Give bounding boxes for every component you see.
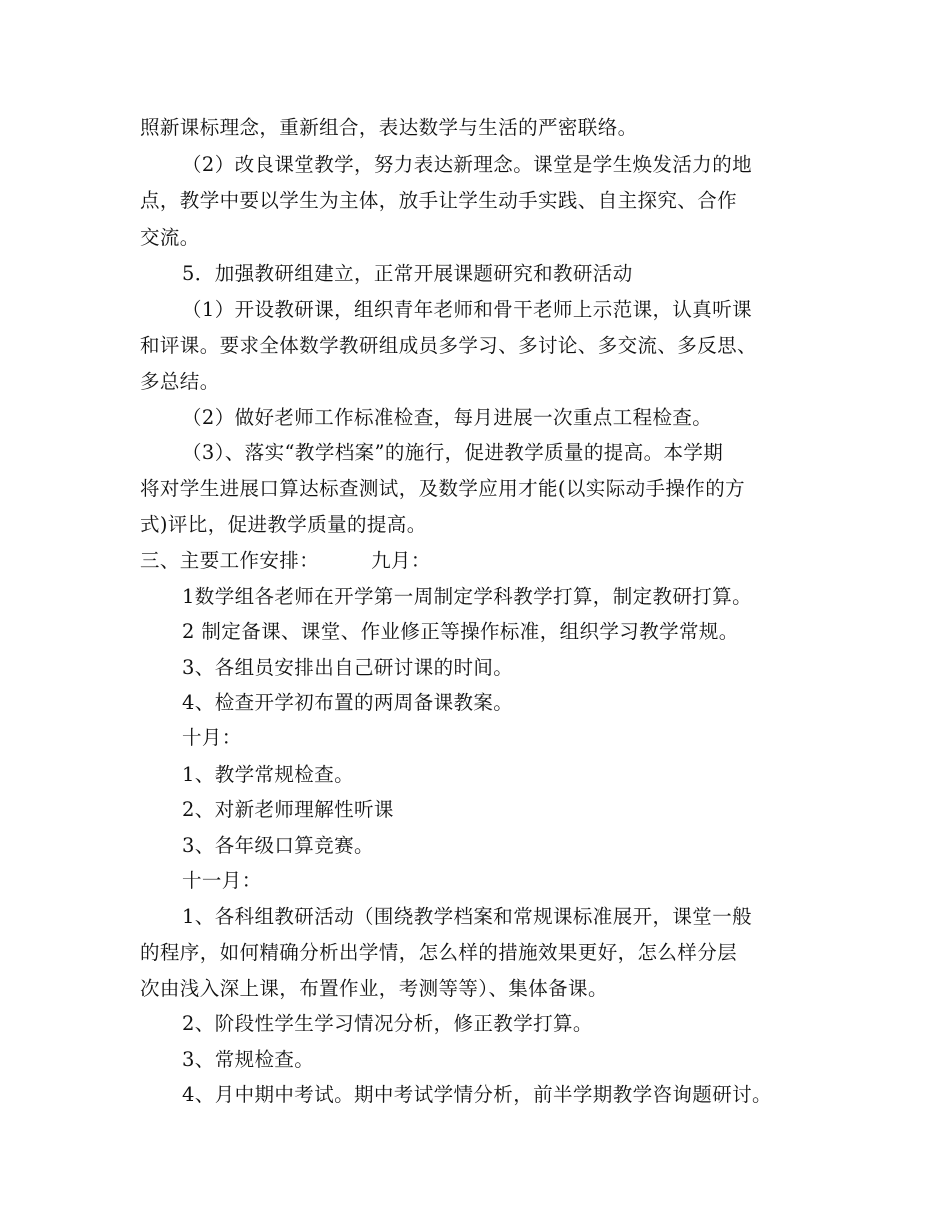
text-line: （1）开设教研课，组织青年老师和骨干老师上示范课，认真听课 [182, 298, 753, 321]
month-label-october: 十月： [182, 726, 242, 749]
list-item: 4、月中期中考试。期中考试学情分析，前半学期教学咨询题研讨。 [182, 1083, 772, 1106]
list-item: 1、教学常规检查。 [182, 763, 355, 786]
text-line: 多总结。 [140, 370, 220, 393]
text-line: 点，教学中要以学生为主体，放手让学生动手实践、自主探究、合作 [140, 189, 738, 212]
section-heading [140, 549, 431, 573]
section-heading-label: 三、主要工作安排： [140, 549, 320, 572]
list-item: 2、对新老师理解性听课 [182, 798, 394, 821]
list-item: 1、各科组教研活动（围绕教学档案和常规课标准展开，课堂一般 [182, 905, 753, 928]
list-item: 4、检查开学初布置的两周备课教案。 [182, 691, 514, 714]
text-line: 照新课标理念，重新组合，表达数学与生活的严密联络。 [140, 116, 638, 139]
list-item: 1数学组各老师在开学第一周制定学科教学打算，制定教研打算。 [182, 585, 753, 608]
text-line: （2）做好老师工作标准检查，每月进展一次重点工程检查。 [182, 406, 713, 429]
text-line: 次由浅入深上课，布置作业，考测等等）、集体备课。 [140, 977, 608, 1000]
text-line: 交流。 [140, 226, 200, 249]
list-item: 2 制定备课、课堂、作业修正等操作标准，组织学习教学常规。 [182, 620, 739, 643]
month-label-november: 十一月： [182, 869, 262, 892]
text-line: （2）改良课堂教学，努力表达新理念。课堂是学生焕发活力的地 [182, 153, 753, 176]
list-item: 3、各年级口算竞赛。 [182, 834, 374, 857]
text-line: 的程序，如何精确分析出学情，怎么样的措施效果更好，怎么样分层 [140, 941, 738, 964]
text-line: （3）、落实“教学档案”的施行，促进教学质量的提高。本学期 [182, 441, 724, 464]
list-item: 3、各组员安排出自己研讨课的时间。 [182, 656, 514, 679]
text-line: 式)评比，促进教学质量的提高。 [140, 513, 427, 536]
month-label-september: 九月： [371, 549, 431, 572]
text-line: 和评课。要求全体数学教研组成员多学习、多讨论、多交流、多反思、 [140, 334, 757, 357]
section-heading: 5．加强教研组建立，正常开展课题研究和教研活动 [182, 262, 633, 285]
list-item: 3、常规检查。 [182, 1048, 315, 1071]
list-item: 2、阶段性学生学习情况分析，修正教学打算。 [182, 1012, 593, 1035]
text-line: 将对学生进展口算达标查测试，及数学应用才能(以实际动手操作的方 [140, 477, 746, 500]
